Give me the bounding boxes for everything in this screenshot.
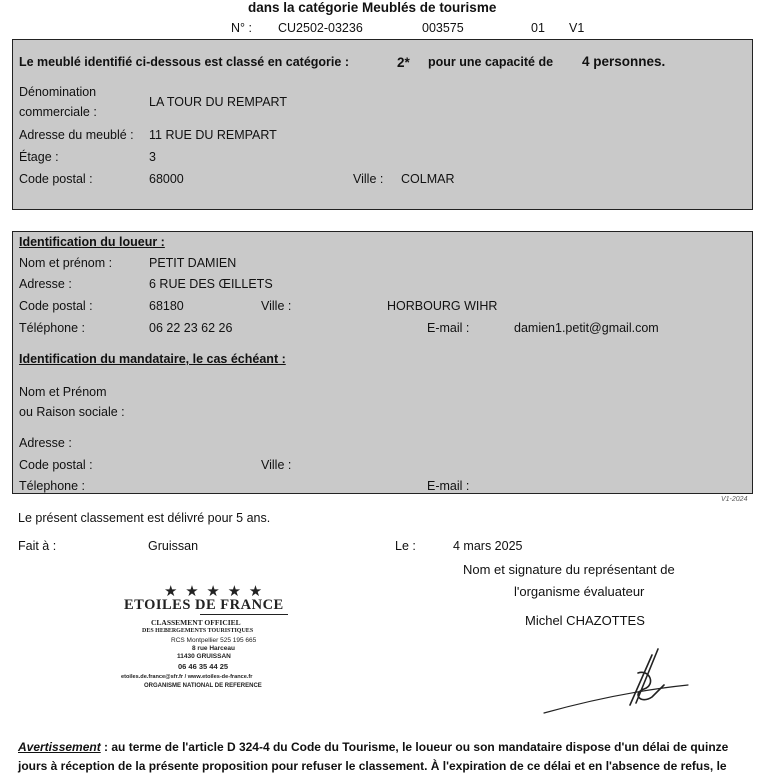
handwritten-signature: [540, 645, 690, 715]
category-value: 2*: [397, 55, 410, 70]
warning-line-1: : au terme de l'article D 324-4 du Code du Tourisme, le loueur ou son mandataire dispose d'un délai de quinze: [100, 740, 729, 754]
owner-city-label: Ville :: [261, 299, 292, 313]
address-label: Adresse du meublé :: [19, 128, 134, 142]
city-label: Ville :: [353, 172, 384, 186]
number-value: CU2502-03236: [278, 21, 363, 35]
place-label: Fait à :: [18, 539, 57, 553]
logo-line-8: ORGANISME NATIONAL DE REFERENCE: [144, 683, 262, 689]
logo-stars: ★ ★ ★ ★ ★: [164, 584, 265, 600]
logo-line-6: 06 46 35 44 25: [178, 662, 229, 671]
owner-address-value: 6 RUE DES ŒILLETS: [149, 277, 273, 291]
agent-phone-label: Télephone :: [19, 479, 86, 493]
owner-email-value: damien1.petit@gmail.com: [514, 321, 659, 335]
owner-email-label: E-mail :: [427, 321, 470, 335]
address-value: 11 RUE DU REMPART: [149, 128, 277, 142]
name-label-line1: Dénomination: [19, 85, 97, 99]
number-version: V1: [569, 21, 585, 35]
logo-line-2: DES HEBERGEMENTS TOURISTIQUES: [142, 628, 254, 634]
city-value: COLMAR: [401, 172, 455, 186]
agent-city-label: Ville :: [261, 458, 292, 472]
logo-line-7: etoiles.de.france@sfr.fr / www.etoiles-de-france.fr: [121, 674, 253, 680]
place-value: Gruissan: [148, 539, 199, 553]
owner-address-label: Adresse :: [19, 277, 72, 291]
agent-address-label: Adresse :: [19, 436, 72, 450]
classification-box: [12, 39, 753, 210]
logo-line-3: RCS Montpellier 525 195 665: [171, 637, 257, 644]
representative-line1: Nom et signature du représentant de: [463, 562, 675, 577]
name-value: LA TOUR DU REMPART: [149, 95, 287, 109]
owner-postal-value: 68180: [149, 299, 184, 313]
classification-intro: Le meublé identifié ci-dessous est classé en catégorie :: [19, 55, 349, 69]
agent-email-label: E-mail :: [427, 479, 470, 493]
owner-phone-value: 06 22 23 62 26: [149, 321, 233, 335]
agent-name-label-line2: ou Raison sociale :: [19, 405, 125, 419]
owner-phone-label: Téléphone :: [19, 321, 86, 335]
number-label: N° :: [231, 21, 252, 35]
warning-lead: Avertissement: [18, 740, 101, 754]
validity-text: Le présent classement est délivré pour 5 ans.: [18, 511, 271, 525]
logo-line-1: CLASSEMENT OFFICIEL: [151, 618, 241, 627]
representative-line2: l'organisme évaluateur: [514, 584, 645, 599]
owner-name-value: PETIT DAMIEN: [149, 256, 237, 270]
capacity-label: pour une capacité de: [428, 55, 554, 69]
owner-heading: Identification du loueur :: [19, 235, 165, 249]
owner-postal-label: Code postal :: [19, 299, 93, 313]
number-code: 003575: [422, 21, 464, 35]
logo-name: ETOILES DE FRANCE: [124, 597, 284, 613]
agent-postal-label: Code postal :: [19, 458, 93, 472]
logo-underline: [200, 614, 288, 615]
postal-value: 68000: [149, 172, 184, 186]
document-title: dans la catégorie Meublés de tourisme: [248, 0, 497, 15]
warning-paragraph: [18, 738, 758, 776]
owner-name-label: Nom et prénom :: [19, 256, 113, 270]
date-label: Le :: [395, 539, 416, 553]
agent-name-label-line1: Nom et Prénom: [19, 385, 107, 399]
name-label-line2: commerciale :: [19, 105, 97, 119]
representative-name: Michel CHAZOTTES: [525, 613, 645, 628]
capacity-value: 4 personnes.: [582, 54, 666, 69]
floor-value: 3: [149, 150, 156, 164]
logo-line-5: 11430 GRUISSAN: [177, 653, 231, 660]
version-tag: V1-2024: [721, 496, 748, 503]
owner-city-value: HORBOURG WIHR: [387, 299, 498, 313]
agent-heading: Identification du mandataire, le cas échéant :: [19, 352, 286, 366]
date-value: 4 mars 2025: [453, 539, 523, 553]
logo-line-4: 8 rue Harceau: [192, 645, 235, 652]
floor-label: Étage :: [19, 150, 59, 164]
number-sequence: 01: [531, 21, 545, 35]
postal-label: Code postal :: [19, 172, 93, 186]
warning-line-2: jours à réception de la présente proposition pour refuser le classement. À l'expiration de ce délai et en l'absence de refus, le: [18, 759, 727, 773]
owner-box: [12, 231, 753, 494]
